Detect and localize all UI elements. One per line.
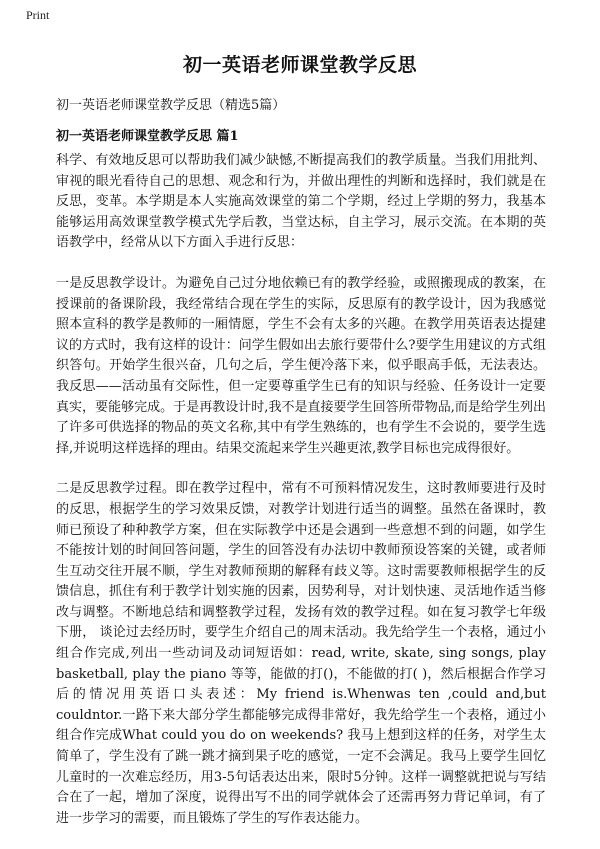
- article-body: [56, 151, 546, 849]
- document-title: 初一英语老师课堂教学反思: [182, 54, 417, 76]
- document-subtitle: 初一英语老师课堂教学反思（精选5篇）: [56, 98, 286, 113]
- section-heading: 初一英语老师课堂教学反思 篇1: [56, 129, 239, 144]
- paragraph-intro: 科学、有效地反思可以帮助我们减少缺憾,不断提高我们的教学质量。当我们用批判、审视的眼光看待自己的思想、观念和行为，并做出理性的判断和选择时，我们就是在反思，变革。本学期是本人实施高效课堂的第二个学期，经过上学期的努力，我基本能够运用高效课堂教学模式先学后教，当堂达标，自主学习，展示交流。在本期的英语教学中，经常从以下方面入手进行反思：: [56, 153, 546, 251]
- paragraph-teaching-design: 一是反思教学设计。为避免自己过分地依赖已有的教学经验，或照搬现成的教案，在授课前的备课阶段，我经常结合现在学生的实际，反思原有的教学设计，因为我感觉照本宣科的教学是教师的一厢情愿，学生不会有太多的兴趣。在教学用英语表达提建议的方式时，我有这样的设计：问学生假如出去旅行要带什么?要学生用建议的方式组织答句。开始学生很兴奋，几句之后，学生便冷落下来，似乎眼高手低，无法表达。我反思——活动虽有交际性，但一定要尊重学生已有的知识与经验、任务设计一定要真实，要能够完成。于是再教设计时,我不是直接要学生回答所带物品,而是给学生列出了许多可供选择的物品的英文名称,其中有学生熟练的，也有学生不会说的，要学生选择,并说明这样选择的理由。结果交流起来学生兴趣更浓,教学目标也完成得很好。: [56, 275, 546, 456]
- print-link[interactable]: Print: [26, 8, 50, 22]
- paragraph-teaching-process: 二是反思教学过程。即在教学过程中，常有不可预料情况发生，这时教师要进行及时的反思，根据学生的学习效果反馈，对教学计划进行适当的调整。虽然在备课时，教师已预设了种种教学方案，但在实际教学中还是会遇到一些意想不到的问题，如学生不能按计划的时间回答问题，学生的回答没有办法切中教师预设答案的关键，或者师生互动交往开展不顺，学生对教师预期的解释有歧义等。这时需要教师根据学生的反馈信息，抓住有利于教学计划实施的因素，因势利导，对计划快速、灵活地作适当修改与调整。不断地总结和调整教学过程，发扬有效的教学过程。如在复习教学七年级下册， 谈论过去经历时，要学生介绍自己的周末活动。我先给学生一个表格，通过小组合作完成,列出一些动词及动词短语如：read, write, skate, sing songs, play basketball, play the piano 等等，能做的打()，不能做的打( )，然后根据合作学习后的情况用英语口头表述：My friend is.Whenwas ten ,could and,but couldntor.一路下来大部分学生都能够完成得非常好，我先给学生一个表格，通过小组合作完成What could you do on weekends? 我马上想到这样的任务，对学生太简单了，学生没有了跳一跳才摘到果子吃的感觉，一定不会满足。我马上要学生回忆儿童时的一次难忘经历，用3-5句话表达出来，限时5分钟。这样一调整就把说与写结合在了一起，增加了深度，说得出写不出的同学就体会了还需再努力背记单词，有了进一步学习的需要，而且锻炼了学生的写作表达能力。: [56, 481, 546, 826]
